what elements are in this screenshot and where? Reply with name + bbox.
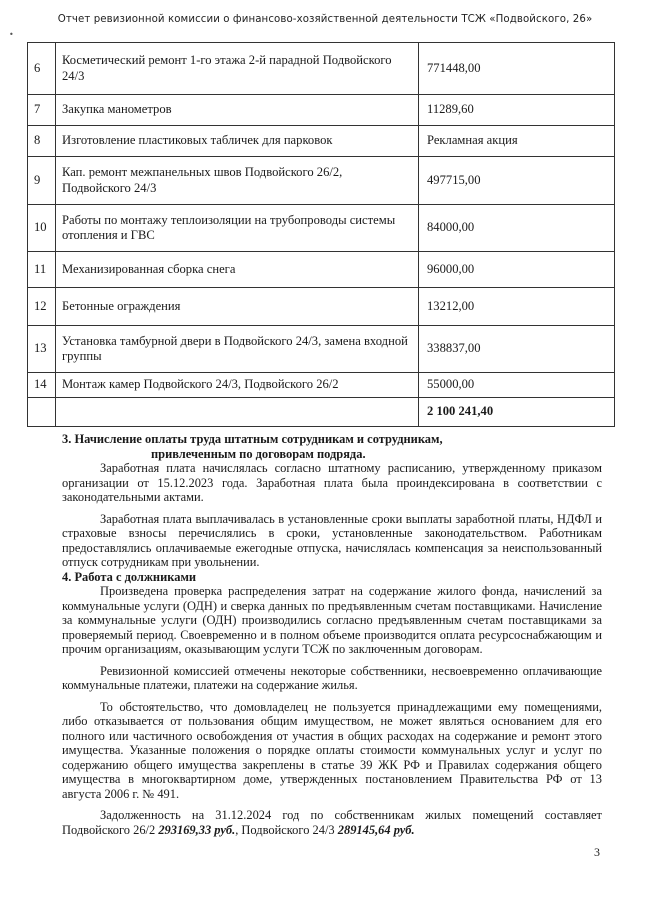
table-total-row (28, 398, 615, 427)
work-description: Бетонные ограждения (56, 288, 419, 326)
work-amount: 338837,00 (419, 326, 615, 373)
work-description: Изготовление пластиковых табличек для парковок (56, 126, 419, 157)
debt-separator: , Подвойского 24/3 (235, 822, 338, 837)
row-number: 13 (28, 326, 56, 373)
table-row (28, 288, 615, 326)
section-4-heading: 4. Работа с должниками (62, 569, 197, 584)
table-row (28, 95, 615, 126)
work-description: Механизированная сборка снега (56, 252, 419, 288)
table-row (28, 43, 615, 95)
table-row (28, 252, 615, 288)
work-amount: 55000,00 (419, 373, 615, 398)
work-description: Косметический ремонт 1-го этажа 2-й парадной Подвойского 24/3 (56, 43, 419, 95)
section-3-heading-cont: привлеченным по договорам подряда. (151, 446, 366, 461)
work-amount: 13212,00 (419, 288, 615, 326)
scan-mark: • (9, 30, 14, 39)
empty-cell (28, 398, 56, 427)
table-row (28, 326, 615, 373)
row-number: 12 (28, 288, 56, 326)
work-description: Установка тамбурной двери в Подвойского 24/3, замена входной группы (56, 326, 419, 373)
empty-cell (56, 398, 419, 427)
row-number: 11 (28, 252, 56, 288)
table-row (28, 157, 615, 205)
report-body (62, 432, 602, 837)
total-amount: 2 100 241,40 (419, 398, 615, 427)
work-description: Закупка манометров (56, 95, 419, 126)
work-description: Кап. ремонт межпанельных швов Подвойского 26/2, Подвойского 24/3 (56, 157, 419, 205)
table-row (28, 373, 615, 398)
section-3-paragraph: Заработная плата начислялась согласно штатному расписанию, утвержденному приказом организации от 15.12.2023 года. Заработная плата была проиндексирована в соответствии с законодательными актами. (62, 461, 602, 504)
section-4-paragraph: Ревизионной комиссией отмечены некоторые собственники, несвоевременно оплачивающие коммунальные платежи, платежи на содержание жилья. (62, 663, 602, 692)
debt-intro: Задолженность на 31.12.2024 год по собственникам жилых помещений составляет Подвойского 26/2 (62, 808, 602, 837)
work-amount: 96000,00 (419, 252, 615, 288)
page-number: 3 (594, 845, 600, 859)
row-number: 14 (28, 373, 56, 398)
work-amount: 497715,00 (419, 157, 615, 205)
debt-paragraph (62, 808, 602, 837)
work-amount: 771448,00 (419, 43, 615, 95)
table-row (28, 205, 615, 252)
work-description: Монтаж камер Подвойского 24/3, Подвойского 26/2 (56, 373, 419, 398)
debt-amount-26-2: 293169,33 руб. (158, 822, 236, 837)
section-4-paragraph: То обстоятельство, что домовладелец не пользуется принадлежащими ему помещениями, либо отказывается от пользования общим имуществом, не может являться основанием для его полного или частичного освобождения от участия в общих расходах на содержание и ремонт этого имущества. Указанные положения о порядке оплаты стоимости коммунальных услуг и услуг по содержанию общего имущества закреплены в статье 39 ЖК РФ и Правилах содержания общего имущества в многоквартирном доме, утвержденных постановлением Правительства РФ от 13 августа 2006 г. № 491. (62, 699, 602, 801)
debt-amount-24-3: 289145,64 руб. (337, 822, 415, 837)
row-number: 9 (28, 157, 56, 205)
work-amount: Рекламная акция (419, 126, 615, 157)
section-4-paragraph: Произведена проверка распределения затрат на содержание жилого фонда, начислений за коммунальные услуги (ОДН) и сверка данных по предъявленным счетам поставщиками. Начисление за коммунальные услуги (ОДН) производились согласно предъявленным счетам поставщиками за проверяемый период. Своевременно и в полном объеме производится оплата ресурсоснабжающим и прочим организациям, оказывающим услуги ТСЖ по заключенным договорам. (62, 584, 602, 656)
row-number: 10 (28, 205, 56, 252)
row-number: 8 (28, 126, 56, 157)
work-amount: 11289,60 (419, 95, 615, 126)
row-number: 7 (28, 95, 56, 126)
row-number: 6 (28, 43, 56, 95)
work-description: Работы по монтажу теплоизоляции на трубопроводы системы отопления и ГВС (56, 205, 419, 252)
section-3-heading: 3. Начисление оплаты труда штатным сотрудникам и сотрудникам, (62, 432, 443, 446)
work-amount: 84000,00 (419, 205, 615, 252)
section-3-paragraph: Заработная плата выплачивалась в установленные сроки выплаты заработной платы, НДФЛ и страховые взносы перечислялись в сроки, установленные законодательством. Работникам предоставлялись оплачиваемые ежегодные отпуска, начислялась компенсация за неиспользованный отпуск сотрудникам при увольнении. (62, 511, 602, 569)
page-header: Отчет ревизионной комиссии о финансово-хозяйственной деятельности ТСЖ «Подвойского, 26» (57, 14, 593, 25)
works-table (27, 42, 615, 427)
table-row (28, 126, 615, 157)
